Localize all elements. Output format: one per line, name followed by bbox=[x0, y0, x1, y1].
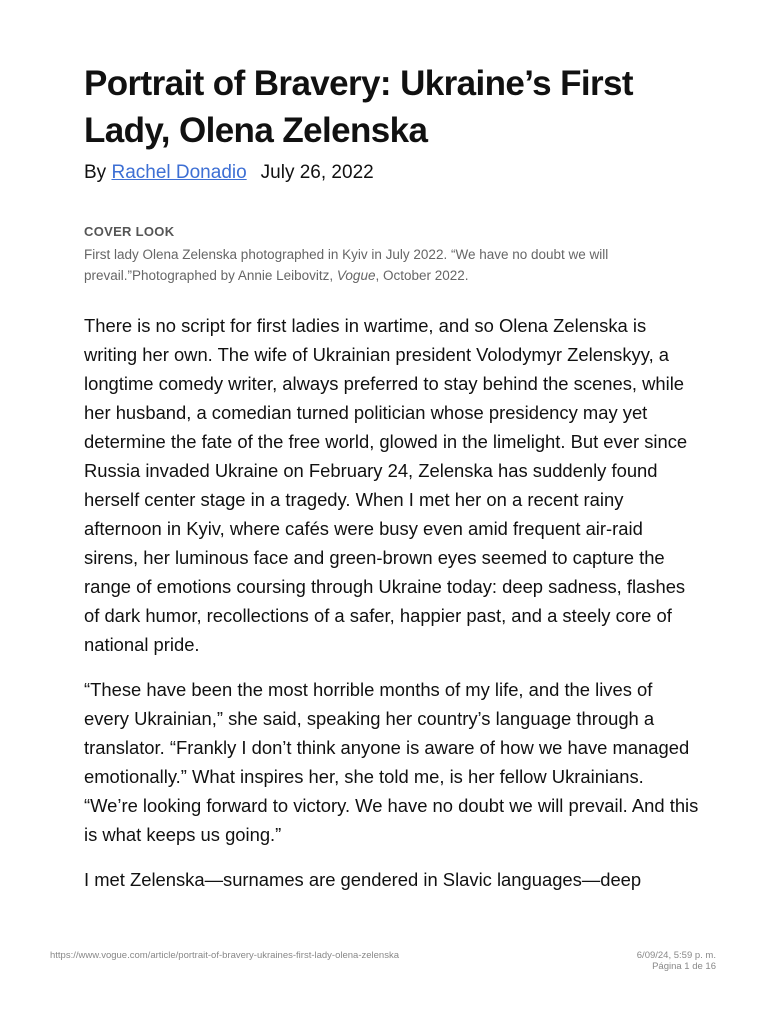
paragraph: There is no script for first ladies in wartime, and so Olena Zelenska is writing her own. The wife of Ukrainian president Volodymyr Zelenskyy, a longtime comedy writer, always preferred to stay behind the scenes, while her husband, a comedian turned politician whose presidency may yet determine the fate of the free world, glowed in the limelight. But ever since Russia invaded Ukraine on February 24, Zelenska has suddenly found herself center stage in a tragedy. When I met her on a recent rainy afternoon in Kyiv, where cafés were busy even amid frequent air-raid sirens, her luminous face and green-brown eyes seemed to capture the range of emotions coursing through Ukraine today: deep sadness, flashes of dark humor, recollections of a safer, happier past, and a steely core of national pride. bbox=[84, 315, 688, 655]
article-body bbox=[84, 311, 700, 910]
footer-page-number: Página 1 de 16 bbox=[652, 961, 716, 972]
footer-meta bbox=[637, 950, 716, 972]
caption-kicker: COVER LOOK bbox=[84, 224, 175, 239]
caption-publication: Vogue bbox=[336, 268, 376, 283]
byline-prefix: By bbox=[84, 162, 107, 183]
author-link[interactable]: Rachel Donadio bbox=[111, 162, 247, 183]
footer-datetime: 6/09/24, 5:59 p. m. bbox=[636, 950, 716, 961]
byline bbox=[84, 160, 374, 186]
article-title: Portrait of Bravery: Ukraine’s First Lady, Olena Zelenska bbox=[84, 64, 633, 150]
footer-url: https://www.vogue.com/article/portrait-of-bravery-ukraines-first-lady-olena-zelenska bbox=[50, 950, 399, 961]
publish-date: July 26, 2022 bbox=[260, 162, 374, 183]
caption-text-before: First lady Olena Zelenska photographed in Kyiv in July 2022. “We have no doubt we will prevail.”Photographed by Annie Leibovitz, bbox=[84, 247, 609, 283]
image-caption bbox=[84, 244, 684, 286]
paragraph: I met Zelenska—surnames are gendered in Slavic languages—deep bbox=[84, 869, 642, 890]
caption-text-after: , October 2022. bbox=[375, 268, 469, 283]
paragraph: “These have been the most horrible months of my life, and the lives of every Ukrainian,” she said, speaking her country’s language through a translator. “Frankly I don’t think anyone is aware of how we have managed emotionally.” What inspires her, she told me, is her fellow Ukrainians. “We’re looking forward to victory. We have no doubt we will prevail. And this is what keeps us going.” bbox=[84, 679, 699, 845]
